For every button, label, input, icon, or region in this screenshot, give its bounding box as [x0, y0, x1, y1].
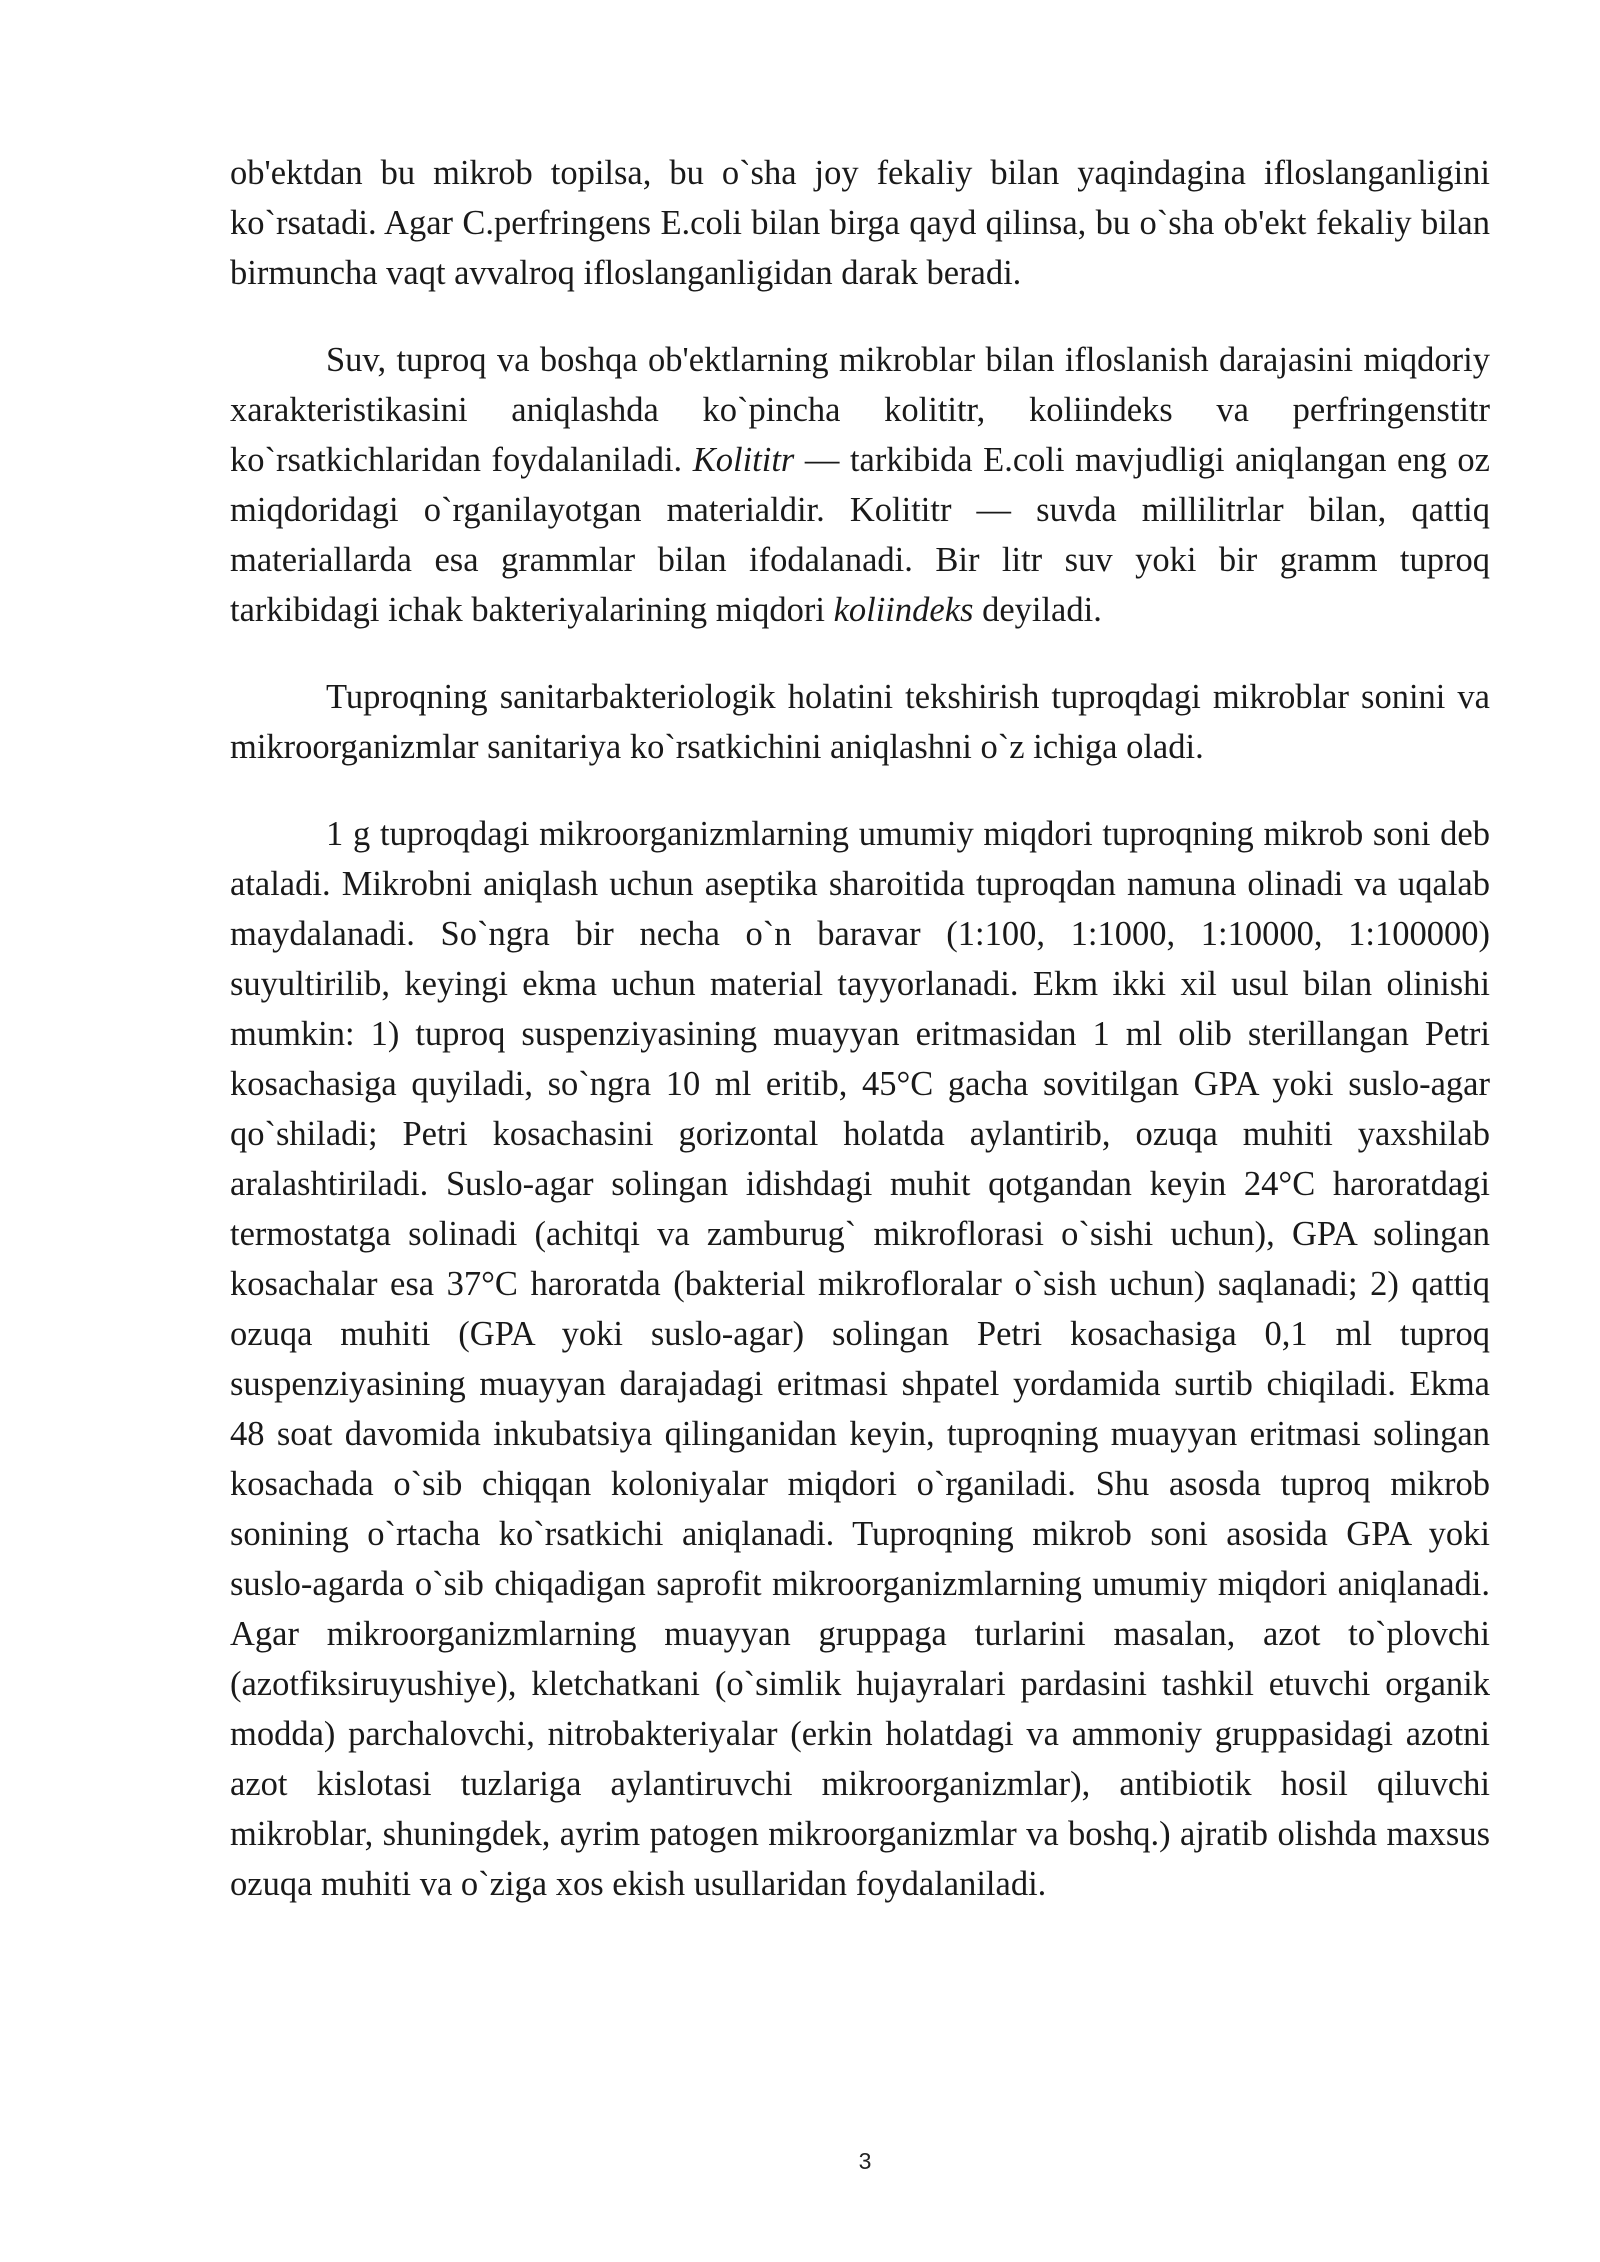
paragraph-2-text-a: Suv, tuproq va boshqa ob'ektlarning mikroblar bilan ifloslanish darajasini miqdoriy xarakteristikasini aniqlashda ko`pincha kolititr, koliindeks va perfringenstitr ko`rsatkichlaridan foydalaniladi. [230, 341, 1490, 479]
paragraph-3 [230, 672, 1490, 772]
paragraph-3-text: Tuproqning sanitarbakteriologik holatini tekshirish tuproqdagi mikroblar sonini va mikroorganizmlar sanitariya ko`rsatkichini aniqlashni o`z ichiga oladi. [230, 678, 1490, 766]
document-body [230, 148, 1490, 1909]
term-kolititr: Kolititr [692, 441, 795, 479]
paragraph-1 [230, 148, 1490, 298]
paragraph-4-text: 1 g tuproqdagi mikroorganizmlarning umumiy miqdori tuproqning mikrob soni deb ataladi. Mikrobni aniqlash uchun aseptika sharoitida tuproqdan namuna olinadi va uqalab maydalanadi. So`ngra bir necha o`n baravar (1:100, 1:1000, 1:10000, 1:100000) suyultirilib, keyingi ekma uchun material tayyorlanadi. Ekm ikki xil usul bilan olinishi mumkin: 1) tuproq suspenziyasining muayyan eritmasidan 1 ml olib sterillangan Petri kosachasiga quyiladi, so`ngra 10 ml eritib, 45°C gacha sovitilgan GPA yoki suslo-agar qo`shiladi; Petri kosachasini gorizontal holatda aylantirib, ozuqa muhiti yaxshilab aralashtiriladi. Suslo-agar solingan idishdagi muhit qotgandan keyin 24°C haroratdagi termostatga solinadi (achitqi va zamburug` mikroflorasi o`sishi uchun), GPA solingan kosachalar esa 37°C haroratda (bakterial mikrofloralar o`sish uchun) saqlanadi; 2) qattiq ozuqa muhiti (GPA yoki suslo-agar) solingan Petri kosachasiga 0,1 ml tuproq suspenziyasining muayyan darajadagi eritmasi shpatel yordamida surtib chiqiladi. Ekma 48 soat davomida inkubatsiya qilinganidan keyin, tuproqning muayyan eritmasi solingan kosachada o`sib chiqqan koloniyalar miqdori o`rganiladi. Shu asosda tuproq mikrob sonining o`rtacha ko`rsatkichi aniqlanadi. Tuproqning mikrob soni asosida GPA yoki suslo-agarda o`sib chiqadigan saprofit mikroorganizmlarning umumiy miqdori aniqlanadi. Agar mikroorganizmlarning muayyan gruppaga turlarini masalan, azot to`plovchi (azotfiksiruyushiye), kletchatkani (o`simlik hujayralari pardasini tashkil etuvchi organik modda) parchalovchi, nitrobakteriyalar (erkin holatdagi va ammoniy gruppasidagi azotni azot kislotasi tuzlariga aylantiruvchi mikroorganizmlar), antibiotik hosil qiluvchi mikroblar, shuningdek, ayrim patogen mikroorganizmlar va boshq.) ajratib olishda maxsus ozuqa muhiti va o`ziga xos ekish usullaridan foydalaniladi. [230, 815, 1490, 1903]
paragraph-2-text-b: — tarkibida E.coli mavjudligi aniqlangan eng oz miqdoridagi o`rganilayotgan materialdir. Kolititr — suvda millilitrlar bilan, qattiq materiallarda esa grammlar bilan ifodalanadi. Bir litr suv yoki bir gramm tuproq tarkibidagi ichak bakteriyalarining miqdori [230, 441, 1490, 629]
paragraph-1-text: ob'ektdan bu mikrob topilsa, bu o`sha joy fekaliy bilan yaqindagina ifloslanganligini ko`rsatadi. Agar C.perfringens E.coli bilan birga qayd qilinsa, bu o`sha ob'ekt fekaliy bilan birmuncha vaqt avvalroq ifloslanganligidan darak beradi. [230, 154, 1490, 292]
paragraph-2-text-c: deyiladi. [973, 591, 1102, 629]
page-number: 3 [858, 2148, 872, 2174]
paragraph-4 [230, 809, 1490, 1909]
paragraph-2 [230, 335, 1490, 635]
term-koliindeks: koliindeks [833, 591, 974, 629]
